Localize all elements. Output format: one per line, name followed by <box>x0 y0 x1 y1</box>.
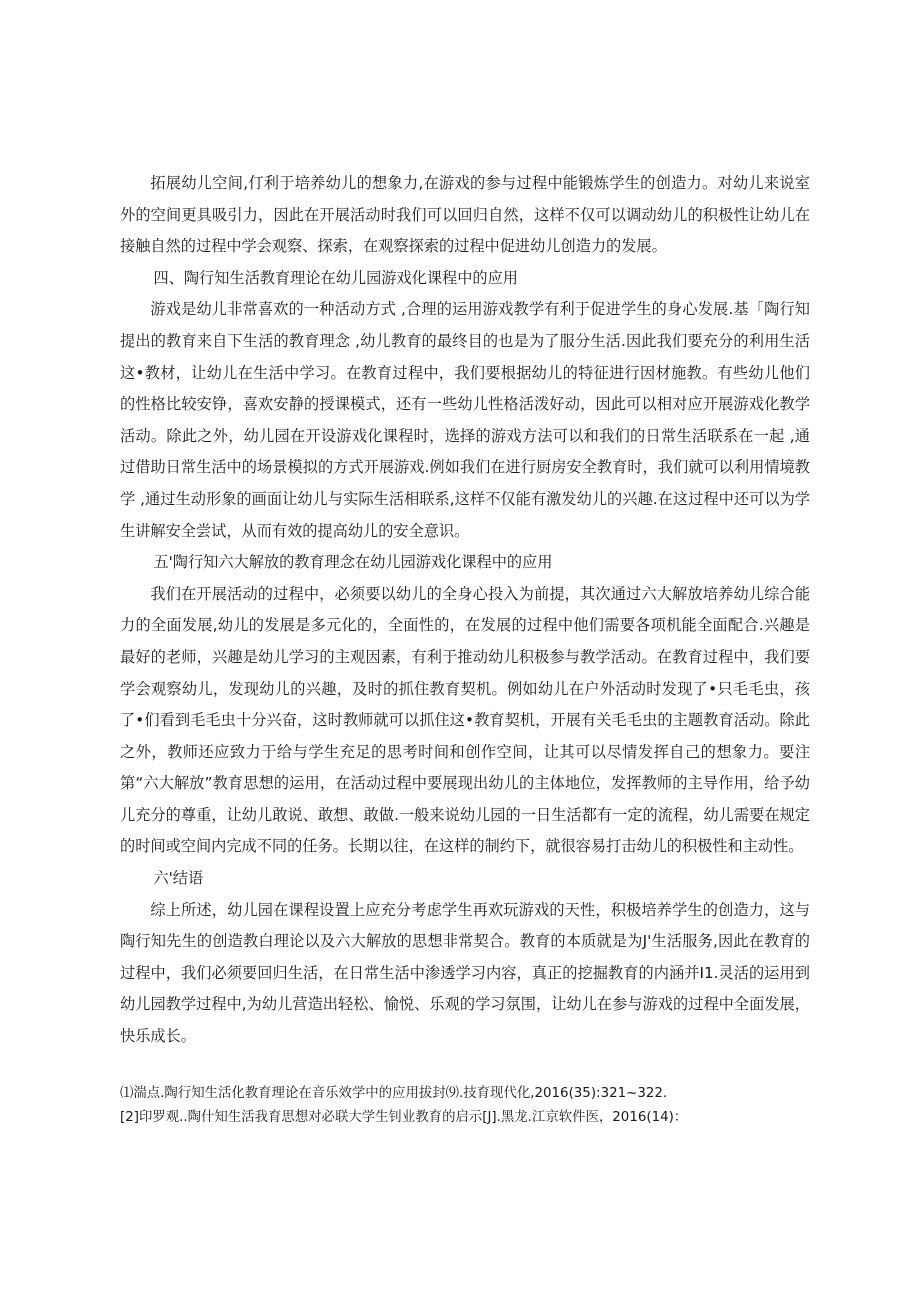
reference-item-2: [2]印罗观..陶什知生活我育思想对必联大学生钊业教育的启示[J].黑龙.江京软件医，2016(14)： <box>120 1110 688 1125</box>
paragraph-conclusion: 综上所述，幼儿园在课程设置上应充分考虑学生再欢玩游戏的天性，积极培养学生的创造力，这与陶行知先生的创造教白理论以及六大解放的思想非常契合。教育的本质就是为J'生活服务,因此在教育的过程中，我们必须要回归生活，在日常生活中渗透学习内容，真正的挖掘教育的内涵并I1.灵活的运用到幼儿园教学过程中,为幼儿营造出轻松、愉悦、乐观的学习氛围，让幼儿在参与游戏的过程中全面发展，快乐成长。 <box>120 900 810 1046</box>
body-text <box>120 168 810 1053</box>
section-heading-four: 四、陶行知生活教育理论在幼儿园游戏化课程中的应用 <box>153 268 518 287</box>
paragraph-life-education-games: 游戏是幼儿非常喜欢的一种活动方式 ,合理的运用游戏教学有利于促进学生的身心发展.基「陶行知提出的教育来自下生活的教育理念 ,幼儿教育的最终目的也是为了服分生活.因此我们要充分的利用生活这•教材，让幼儿在生活中学习。在教育过程中，我们要根据幼儿的特征进行因材施教。有些幼儿他们的性格比较安铮，喜欢安静的授课模式，还有一些幼儿性格活泼好动，因此可以相对应开展游戏化教学活动。除此之外，幼儿园在开设游戏化课程时，选择的游戏方法可以和我们的日常生活联系在一起 ,通过借助日常生活中的场景模拟的方式开展游戏.例如我们在进行厨房安全教育时，我们就可以利用情境教学 ,通过生动形象的画面让幼儿与实际生活相联系,这样不仅能有激发幼儿的兴趣.在这过程中还可以为学生讲解安全尝试，从而有效的提高幼儿的安全意识。 <box>120 300 810 540</box>
references-list <box>120 1082 820 1130</box>
paragraph-space-and-nature: 拓展幼儿空间,仃利于培养幼儿的想象力,在游戏的参与过程中能锻炼学生的创造力。对幼儿来说室外的空间更具吸引力，因此在开展活动时我们可以回归自然，这样不仅可以调动幼儿的积极性让幼儿在接触自然的过程中学会观察、探索，在观察探索的过程中促进幼儿创造力的发展。 <box>120 174 810 256</box>
reference-item-1: ⑴湍点.陶行知生活化教育理论在音乐效学中的应用拔封⑼.技育现代化,2016(35):321~322. <box>120 1086 668 1101</box>
section-heading-five: 五'陶行知六大解放的教育理念在幼儿园游戏化课程中的应用 <box>153 553 553 572</box>
paragraph-six-liberations: 我们在开展活动的过程中，必须要以幼儿的全身心投入为前提，其次通过六大解放培养幼儿综合能力的全面发展,幼儿的发展是多元化的，全面性的，在发展的过程中他们需要各项机能全面配合.兴趣是最好的老师，兴趣是幼儿学习的主观因素，有利于推动幼儿积极参与教学活动。在教育过程中，我们要学会观察幼儿，发现幼儿的兴趣，及时的抓住教育契机。例如幼儿在户外活动时发现了•只毛毛虫，孩了•们看到毛毛虫十分兴奋，这时教师就可以抓住这•教育契机，开展有关毛毛虫的主题教育活动。除此之外，教师还应致力于给与学生充足的思考时间和创作空间，让其可以尽情发挥自己的想象力。要注第“六大解放”教育思想的运用，在活动过程中要展现出幼儿的主体地位，发挥教师的主导作用，给予幼儿充分的尊重，让幼儿敢说、敢想、敢做.一般来说幼儿园的一日生活都有一定的流程，幼儿需要在规定的时间或空间内完成不同的任务。长期以往，在这样的制约下，就很容易打击幼儿的积极性和主动性。 <box>120 584 810 856</box>
section-heading-six: 六'结语 <box>153 869 204 888</box>
